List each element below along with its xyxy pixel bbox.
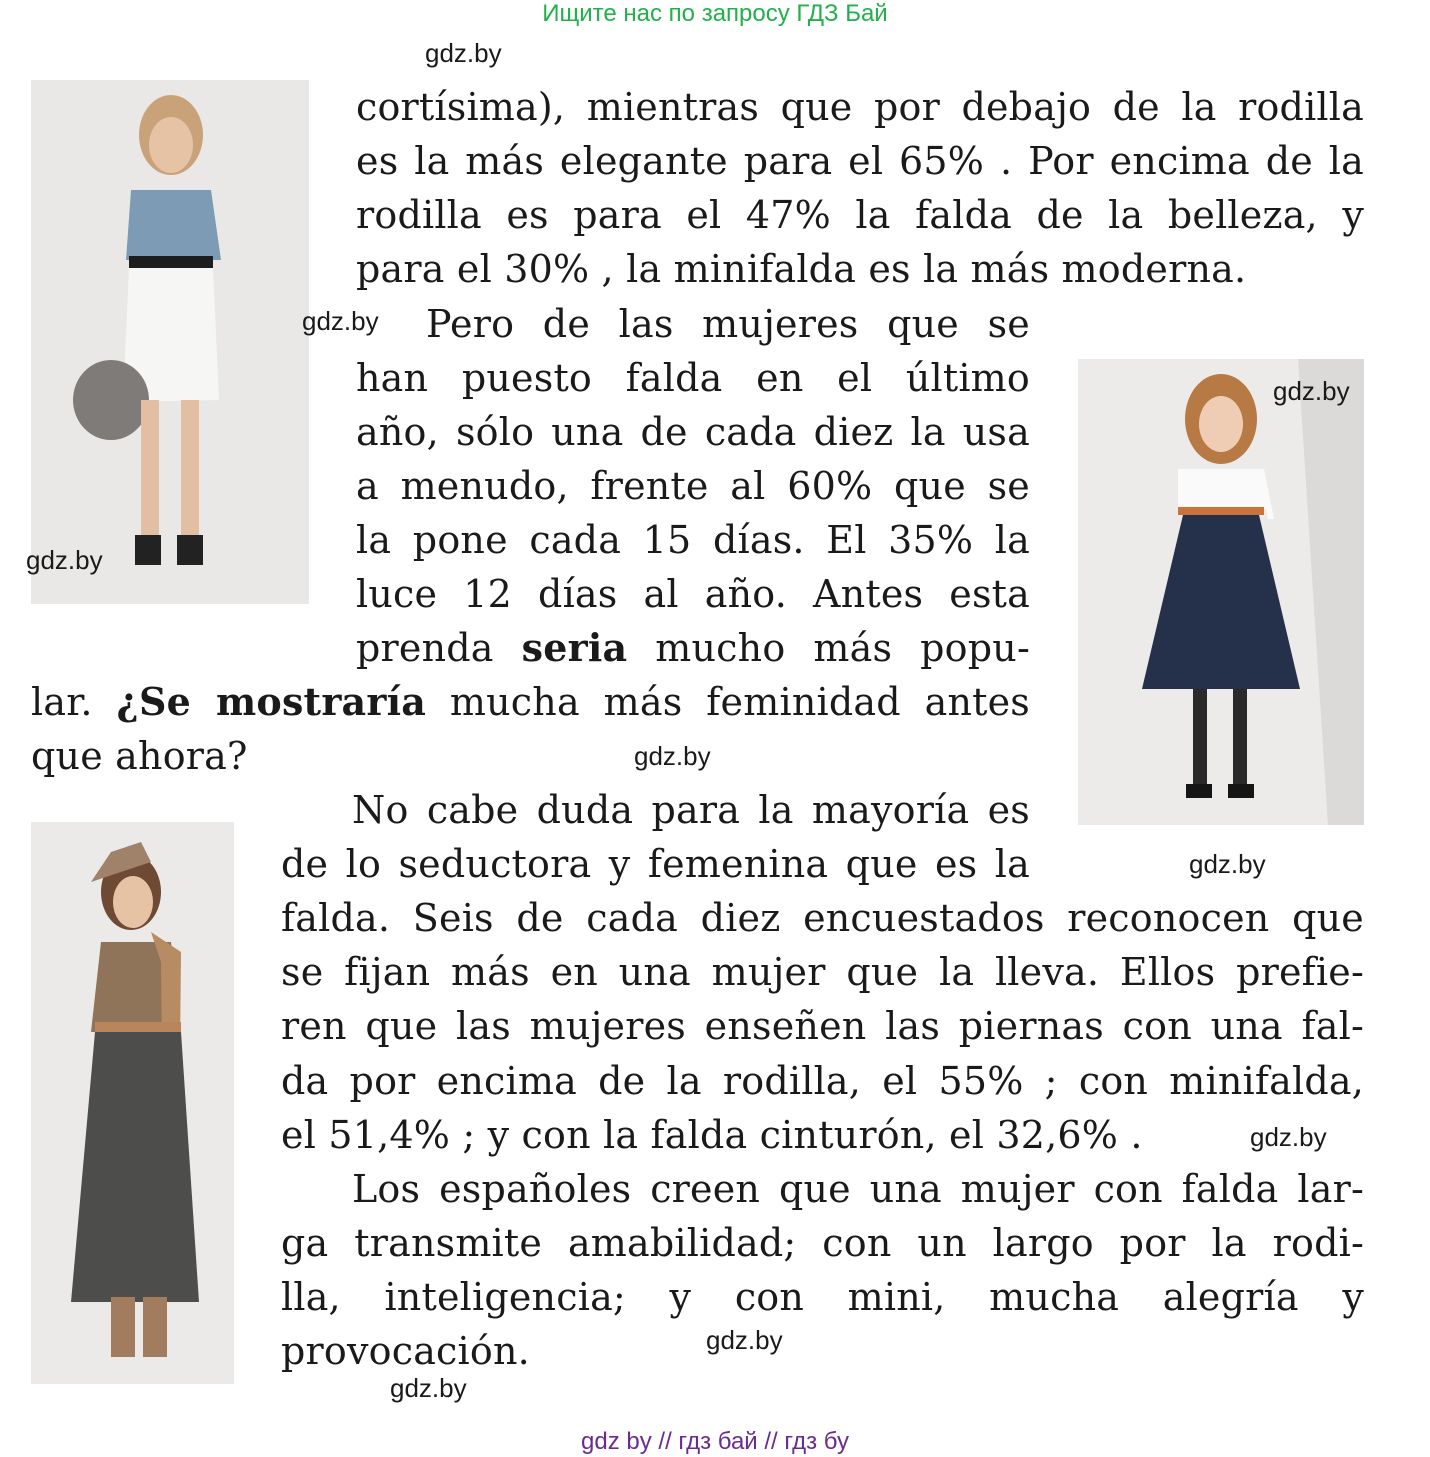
watermark: gdz.by xyxy=(706,1325,783,1355)
text-line-21: Los españoles creen que una mujer con falda lar- xyxy=(352,1167,1364,1211)
text-line-13: que ahora? xyxy=(31,734,248,778)
text-line-19: da por encima de la rodilla, el 55% ; con minifalda, xyxy=(281,1059,1364,1103)
watermark: gdz.by xyxy=(1250,1122,1327,1152)
text-line-15: de lo seductora y femenina que es la xyxy=(281,842,1030,886)
text-line-8: a menudo, frente al 60% que se xyxy=(356,464,1030,508)
watermark: gdz.by xyxy=(26,545,103,575)
text-line-9: la pone cada 15 días. El 35% la xyxy=(356,518,1030,562)
text-line-10: luce 12 días al año. Antes esta xyxy=(356,572,1030,616)
text-line-20: el 51,4% ; y con la falda cinturón, el 32,6% . xyxy=(281,1113,1143,1157)
text-line-17: se fijan más en una mujer que la lleva. Ellos prefie- xyxy=(281,950,1364,994)
text-line-11 xyxy=(356,621,1030,675)
text-line-1: cortísima), mientras que por debajo de la rodilla xyxy=(356,85,1364,129)
watermark: gdz.by xyxy=(390,1373,467,1403)
watermark: gdz.by xyxy=(425,38,502,68)
watermark: gdz.by xyxy=(634,741,711,771)
text-line-12 xyxy=(31,675,1030,729)
bold-word-seria: seria xyxy=(521,625,628,670)
photo-woman-white-skirt xyxy=(31,80,309,604)
footer-links[interactable]: gdz by // гдз бай // гдз бу xyxy=(581,1428,849,1455)
text-line-2: es la más elegante para el 65% . Por encima de la xyxy=(356,139,1364,183)
watermark: gdz.by xyxy=(302,306,379,336)
text-line-22: ga transmite amabilidad; con un largo por la rodi- xyxy=(281,1221,1364,1265)
text-line-12-b: mucha más feminidad antes xyxy=(426,680,1031,724)
text-line-23: lla, inteligencia; y con mini, mucha alegría y xyxy=(281,1275,1364,1319)
top-banner[interactable]: Ищите нас по запросу ГДЗ Бай xyxy=(542,0,888,27)
photo-woman-long-gray-skirt xyxy=(31,822,234,1384)
text-line-7: año, sólo una de cada diez la usa xyxy=(356,410,1030,454)
text-line-11-a: prenda xyxy=(356,626,522,670)
photo-woman-navy-skirt xyxy=(1078,359,1364,825)
bold-phrase-se-mostraria: ¿Se mostraría xyxy=(116,679,427,724)
text-line-11-b: mucho más popu- xyxy=(627,626,1030,670)
text-line-16: falda. Seis de cada diez encuestados reconocen que xyxy=(281,896,1364,940)
text-line-3: rodilla es para el 47% la falda de la belleza, y xyxy=(356,193,1364,237)
text-line-12-a: lar. xyxy=(31,680,117,724)
text-line-5: Pero de las mujeres que se xyxy=(426,302,1030,346)
text-line-18: ren que las mujeres enseñen las piernas con una fal- xyxy=(281,1004,1364,1048)
text-line-6: han puesto falda en el último xyxy=(356,356,1030,400)
text-line-24: provocación. xyxy=(281,1329,530,1373)
watermark: gdz.by xyxy=(1273,376,1350,406)
watermark: gdz.by xyxy=(1189,849,1266,879)
text-line-14: No cabe duda para la mayoría es xyxy=(352,788,1030,832)
text-line-4: para el 30% , la minifalda es la más moderna. xyxy=(356,247,1247,291)
